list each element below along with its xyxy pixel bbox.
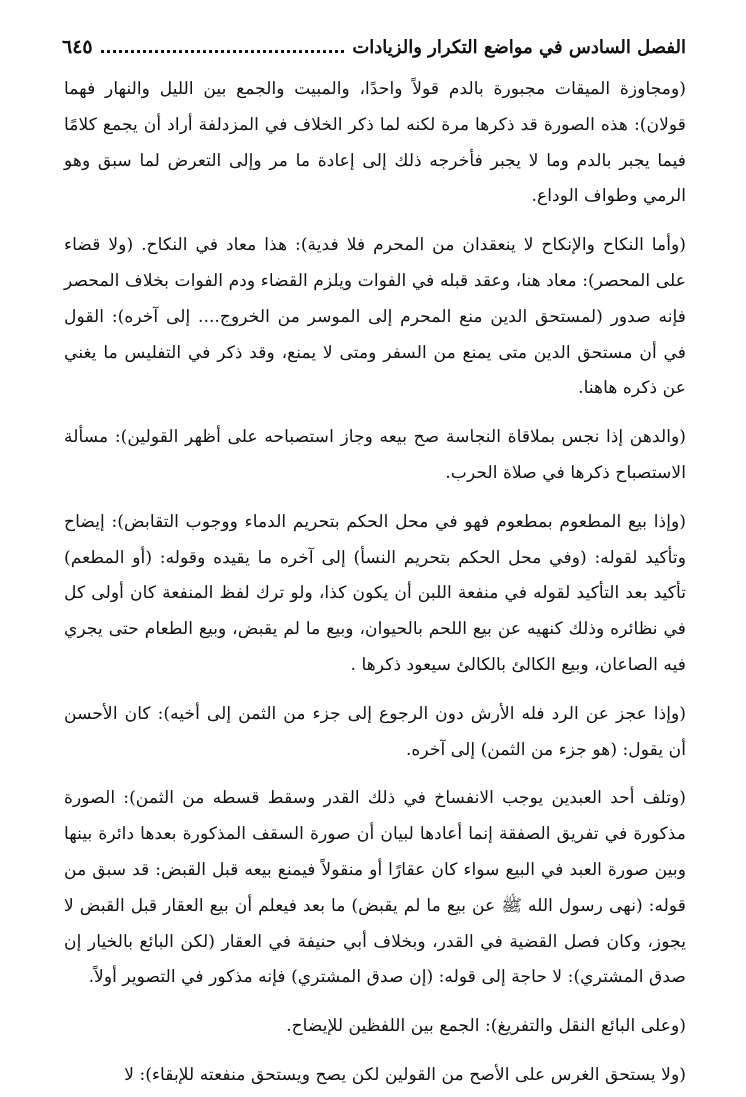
header-dot-leader	[101, 50, 345, 53]
paragraph: (وتلف أحد العبدين يوجب الانفساخ في ذلك القدر وسقط قسطه من الثمن): الصورة مذكورة في تفريق الصفقة إنما أعادها لبيان أن صورة السقف المذكورة بعدها دائرة بينها وبين صورة العبد في البيع سواء كان عقارًا أو منقولاً فيمنع بيعه قبل القبض: قد سبق من قوله: (نهى رسول الله ﷺ عن بيع ما لم يقبض) ما بعد فيعلم أن بيع العقار قبل القبض لا يجوز، وكان فصل القضية في القدر، وبخلاف أبي حنيفة في العقار (لكن البائع بالخيار إن صدق المشتري): لا حاجة إلى قوله: (إن صدق المشتري) فإنه مذكور في التصوير أولاً.	[64, 788, 686, 988]
paragraph: (وعلى البائع النقل والتفريغ): الجمع بين اللفظين للإيضاح.	[286, 1016, 686, 1037]
chapter-title: الفصل السادس في مواضع التكرار والزيادات	[352, 36, 686, 58]
running-header	[62, 32, 686, 62]
paragraph: (وإذا بيع المطعوم بمطعوم فهو في محل الحكم بتحريم الدماء ووجوب التقابض): إيضاح وتأكيد لقوله: (وفي محل الحكم بتحريم النسأ) إلى آخره ما يقيده وقوله: (أو المطعم) تأكيد بعد التأكيد لقوله في منفعة اللبن أن يكون كذا، ولو ترك لفظ المنفعة كان أولى كل في نظائره وذلك كنهيه عن بيع اللحم بالحيوان، وبيع ما لم يقبض، وبيع الطعام حتى يجري فيه الصاعان، وبيع الكالئ بالكالئ سيعود ذكرها .	[64, 511, 686, 675]
body-text	[64, 72, 686, 1097]
paragraph: (ولا يستحق الغرس على الأصح من القولين لكن يصح ويستحق منفعته للإبقاء): لا	[124, 1064, 686, 1085]
paragraph: (ومجاوزة الميقات مجبورة بالدم قولاً واحدًا، والمبيت والجمع بين الليل والنهار فهما قولان): هذه الصورة قد ذكرها مرة لكنه لما ذكر الخلاف في المزدلفة أراد أن يجمع كلامًا فيما يجبر بالدم وما لا يجبر فأخرجه ذلك إلى إعادة ما مر وإلى التعرض لما سبق وهو الرمي وطواف الوداع.	[64, 79, 686, 207]
paragraph: (وإذا عجز عن الرد فله الأرش دون الرجوع إلى جزء من الثمن إلى أخيه): كان الأحسن أن يقول: (هو جزء من الثمن) إلى آخره.	[64, 703, 686, 760]
page-number: ٦٤٥	[62, 36, 93, 58]
paragraph: (وأما النكاح والإنكاح لا ينعقدان من المحرم فلا فدية): هذا معاد في النكاح. (ولا قضاء على المحصر): معاد هنا، وعقد قبله في الفوات ويلزم القضاء ودم الفوات بخلاف المحصر فإنه صدور (لمستحق الدين منع المحرم إلى الموسر من الخروج.... إلى آخره): القول في أن مستحق الدين متى يمنع من السفر ومتى لا يمنع، وقد ذكر في التفليس ما يغني عن ذكره هاهنا.	[64, 235, 686, 399]
paragraph: (والدهن إذا نجس بملاقاة النجاسة صح بيعه وجاز استصباحه على أظهر القولين): مسألة الاستصباح ذكرها في صلاة الحرب.	[64, 427, 686, 483]
